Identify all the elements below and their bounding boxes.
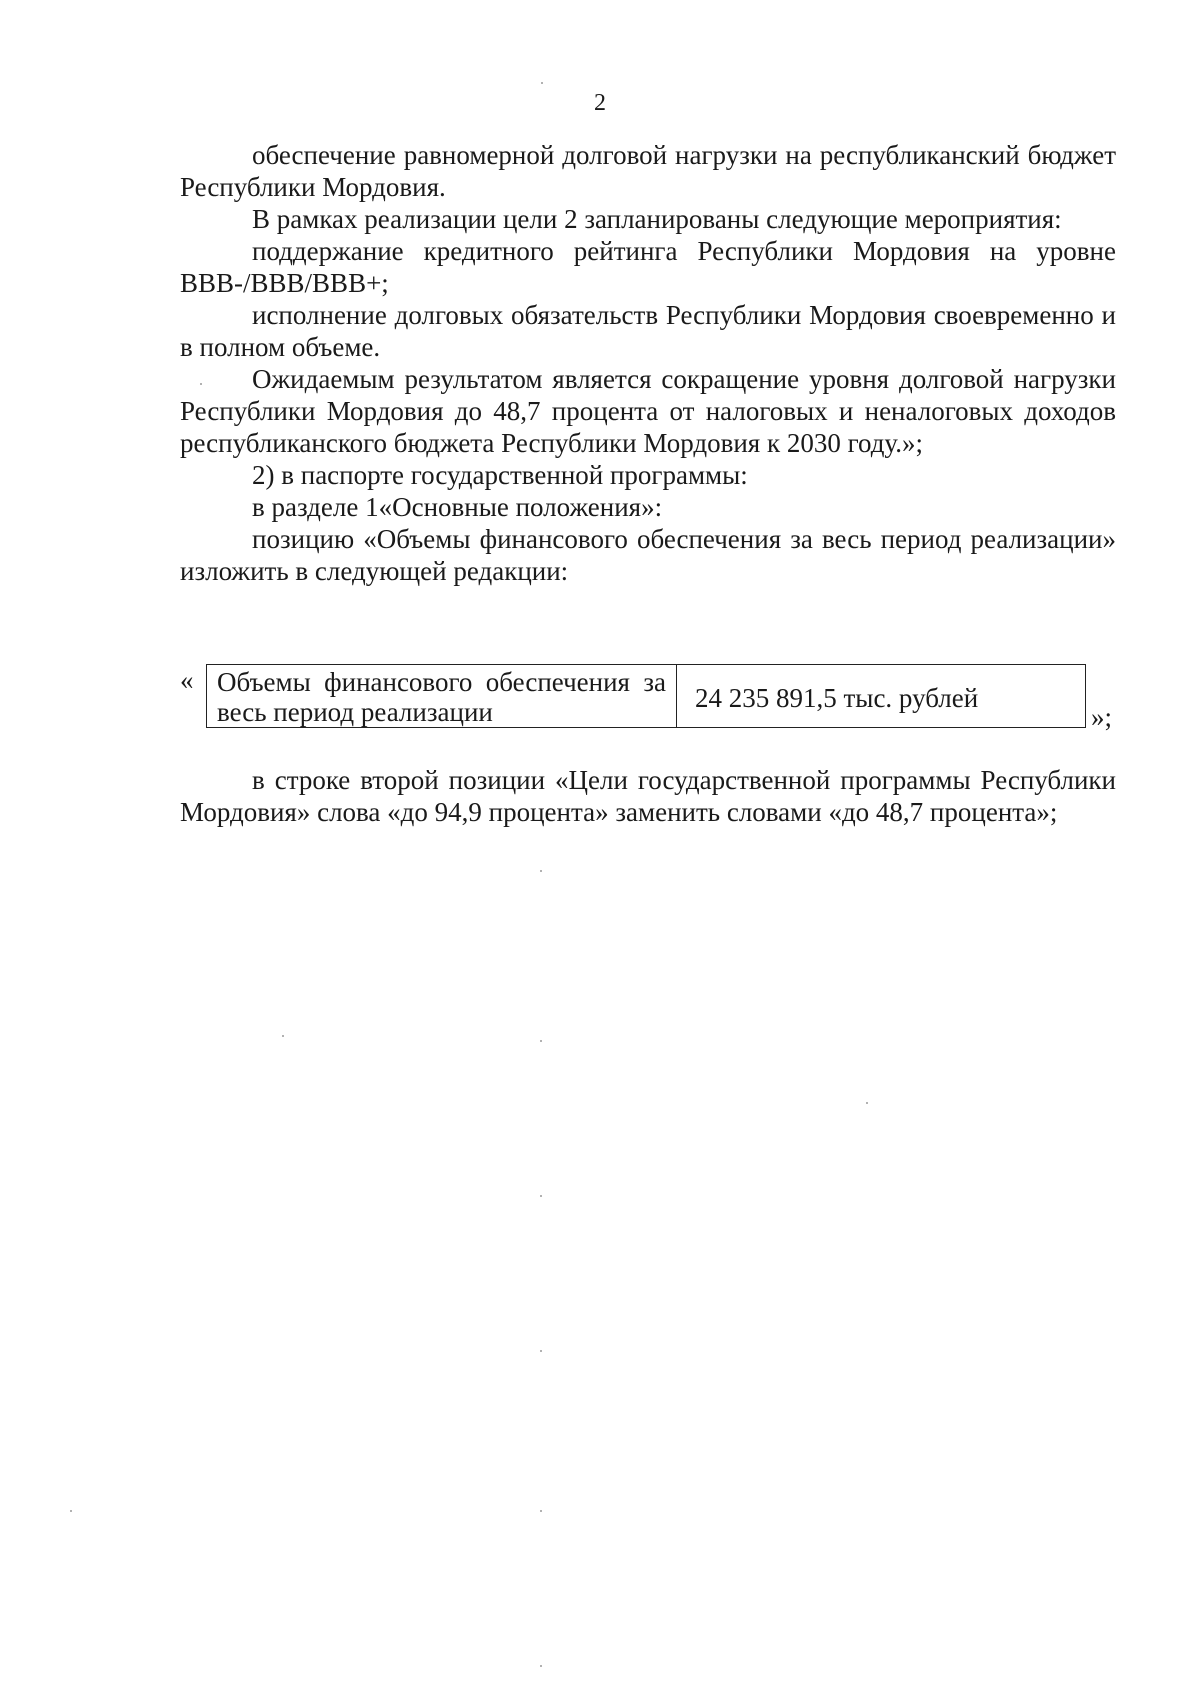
scan-speck	[541, 82, 543, 84]
table-open-quote: «	[180, 665, 194, 695]
paragraph: В рамках реализации цели 2 запланированы следующие мероприятия:	[252, 204, 1062, 234]
scan-speck	[540, 1195, 542, 1197]
paragraph: Ожидаемым результатом является сокращение уровня долговой нагрузки Республики Мордовия до 48,7 процента от налоговых и неналоговых доходов республиканского бюджета Республики Мордовия к 2030 году.»;	[180, 364, 1116, 458]
financing-value-cell: 24 235 891,5 тыс. рублей	[695, 683, 979, 713]
scan-speck	[200, 383, 202, 385]
financing-label-cell: Объемы финансового обеспечения за весь период реализации	[207, 665, 677, 727]
scan-speck	[282, 1035, 284, 1037]
financing-table	[206, 664, 1086, 728]
scan-speck	[540, 1510, 542, 1512]
table-close-quote: »;	[1091, 702, 1113, 732]
paragraph: обеспечение равномерной долговой нагрузки на республиканский бюджет Республики Мордовия.	[180, 140, 1116, 202]
paragraph: позицию «Объемы финансового обеспечения за весь период реализации» изложить в следующей редакции:	[180, 524, 1116, 586]
paragraph: в разделе 1«Основные положения»:	[252, 492, 663, 522]
scan-speck	[540, 1665, 542, 1667]
scan-speck	[540, 870, 542, 872]
page-number: 2	[594, 90, 606, 116]
document-body	[180, 139, 1116, 587]
paragraph: в строке второй позиции «Цели государственной программы Республики Мордовия» слова «до 94,9 процента» заменить словами «до 48,7 процента»;	[180, 765, 1116, 827]
paragraph: исполнение долговых обязательств Республики Мордовия своевременно и в полном объеме.	[180, 300, 1116, 362]
paragraph: поддержание кредитного рейтинга Республики Мордовия на уровне BBB-/BBB/BBB+;	[180, 236, 1116, 298]
scan-speck	[70, 1510, 72, 1512]
paragraph: 2) в паспорте государственной программы:	[252, 460, 748, 490]
scan-speck	[866, 1102, 868, 1104]
scan-speck	[540, 1040, 542, 1042]
document-body-continued	[180, 764, 1116, 828]
scan-speck	[540, 1350, 542, 1352]
